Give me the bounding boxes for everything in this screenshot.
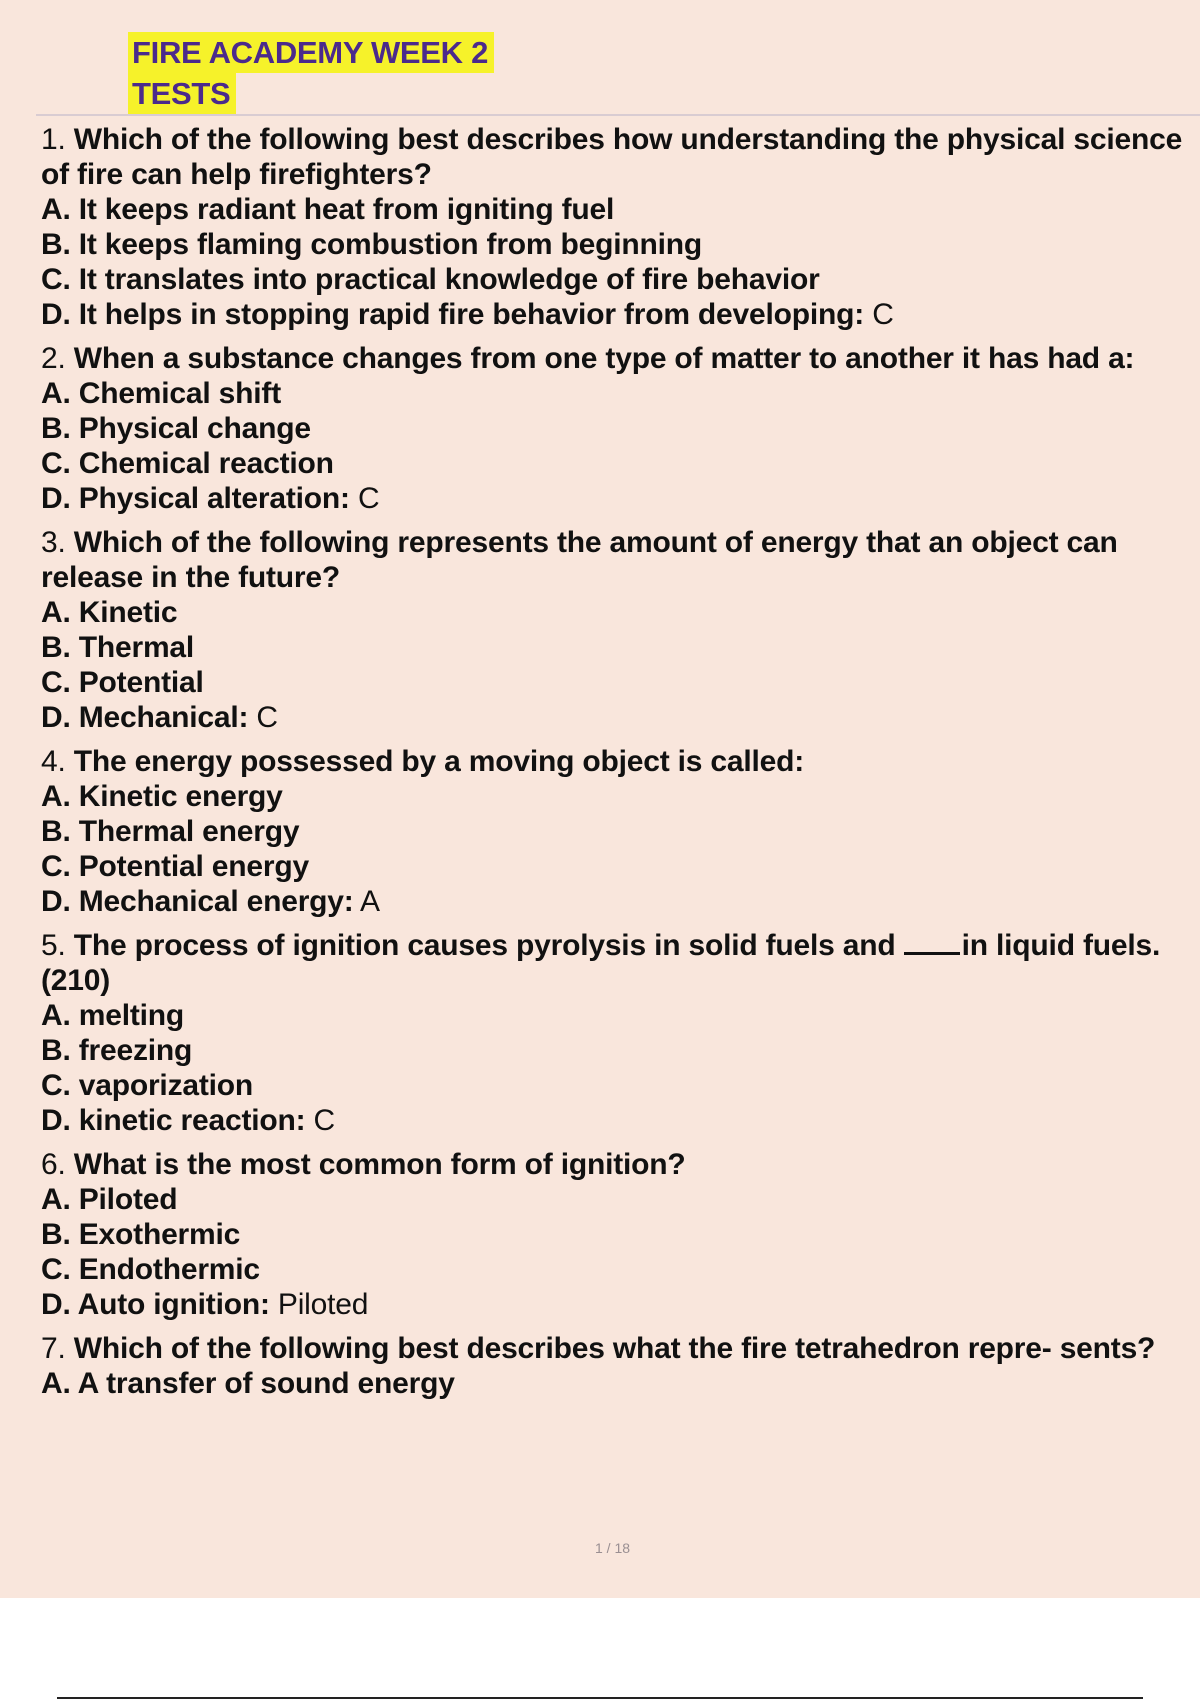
answer-option-d-text: D. Physical alteration: bbox=[41, 482, 350, 515]
question-4 bbox=[41, 744, 1191, 919]
answer-option-c: C. Potential energy bbox=[41, 850, 309, 883]
answer-option-d-text: D. kinetic reaction: bbox=[41, 1104, 306, 1137]
answer-option-b: B. It keeps flaming combustion from beginning bbox=[41, 228, 703, 261]
document-title bbox=[128, 32, 494, 114]
question-stem bbox=[41, 122, 1191, 192]
question-text: Which of the following best describes what the fire tetrahedron repre- sents? bbox=[73, 1332, 1156, 1365]
question-text: What is the most common form of ignition? bbox=[73, 1148, 686, 1181]
question-7 bbox=[41, 1331, 1191, 1401]
title-divider bbox=[36, 114, 1200, 116]
correct-answer: A bbox=[353, 885, 380, 918]
question-stem bbox=[41, 928, 1191, 998]
question-number: 1. bbox=[41, 123, 66, 156]
answer-option-a: A. Piloted bbox=[41, 1183, 178, 1216]
answer-option-d bbox=[41, 700, 1191, 735]
answer-option-b: B. Thermal bbox=[41, 631, 195, 664]
correct-answer: C bbox=[349, 482, 380, 515]
question-3 bbox=[41, 525, 1191, 735]
question-1 bbox=[41, 122, 1191, 332]
answer-option-c: C. Chemical reaction bbox=[41, 447, 334, 480]
answer-option-d bbox=[41, 1103, 1191, 1138]
page-indicator: 1 / 18 bbox=[594, 1540, 631, 1556]
fill-in-blank-line bbox=[904, 930, 960, 955]
question-number: 4. bbox=[41, 745, 66, 778]
answer-option-a: A. melting bbox=[41, 999, 185, 1032]
question-stem bbox=[41, 1147, 1191, 1182]
answer-option-d bbox=[41, 884, 1191, 919]
answer-option-d-text: D. Mechanical: bbox=[41, 701, 249, 734]
answer-option-c: C. It translates into practical knowledge of fire behavior bbox=[41, 263, 820, 296]
answer-option-d-text: D. It helps in stopping rapid fire behavior from developing: bbox=[41, 298, 865, 331]
question-text: The energy possessed by a moving object is called: bbox=[73, 745, 805, 778]
question-5 bbox=[41, 928, 1191, 1138]
correct-answer: C bbox=[248, 701, 278, 734]
question-text: Which of the following best describes how understanding the physical science of fire can help firefighters? bbox=[41, 123, 1183, 191]
answer-option-c: C. vaporization bbox=[41, 1069, 254, 1102]
bottom-divider bbox=[57, 1697, 1143, 1699]
correct-answer: C bbox=[864, 298, 894, 331]
answer-option-b: B. Physical change bbox=[41, 412, 311, 445]
question-text: Which of the following represents the amount of energy that an object can release in the future? bbox=[41, 526, 1118, 594]
answer-option-c: C. Endothermic bbox=[41, 1253, 260, 1286]
answer-option-b: B. Thermal energy bbox=[41, 815, 300, 848]
question-text: When a substance changes from one type of matter to another it has had a: bbox=[73, 342, 1135, 375]
question-list bbox=[41, 122, 1191, 1410]
title-line-2: TESTS bbox=[128, 73, 236, 114]
question-text-after-blank: in liquid fuels. (210) bbox=[41, 929, 1161, 997]
answer-option-d-text: D. Auto ignition: bbox=[41, 1288, 270, 1321]
question-stem bbox=[41, 525, 1191, 595]
answer-option-d bbox=[41, 481, 1191, 516]
title-line-1: FIRE ACADEMY WEEK 2 bbox=[128, 32, 494, 73]
question-number: 6. bbox=[41, 1148, 66, 1181]
answer-option-d bbox=[41, 297, 1191, 332]
correct-answer: C bbox=[305, 1104, 336, 1137]
question-number: 2. bbox=[41, 342, 66, 375]
question-stem bbox=[41, 1331, 1191, 1366]
answer-option-b: B. Exothermic bbox=[41, 1218, 241, 1251]
answer-option-a: A. Chemical shift bbox=[41, 377, 281, 410]
answer-option-d bbox=[41, 1287, 1191, 1322]
answer-option-c: C. Potential bbox=[41, 666, 204, 699]
answer-option-a: A. A transfer of sound energy bbox=[41, 1367, 455, 1400]
question-number: 7. bbox=[41, 1332, 66, 1365]
answer-option-a: A. Kinetic energy bbox=[41, 780, 283, 813]
question-text-before-blank: The process of ignition causes pyrolysis in solid fuels and bbox=[73, 929, 904, 962]
answer-option-a: A. Kinetic bbox=[41, 596, 178, 629]
question-6 bbox=[41, 1147, 1191, 1322]
question-stem bbox=[41, 341, 1191, 376]
correct-answer: Piloted bbox=[269, 1288, 369, 1321]
question-number: 3. bbox=[41, 526, 66, 559]
question-stem bbox=[41, 744, 1191, 779]
answer-option-d-text: D. Mechanical energy: bbox=[41, 885, 354, 918]
question-2 bbox=[41, 341, 1191, 516]
answer-option-a: A. It keeps radiant heat from igniting fuel bbox=[41, 193, 615, 226]
answer-option-b: B. freezing bbox=[41, 1034, 193, 1067]
question-number: 5. bbox=[41, 929, 66, 962]
